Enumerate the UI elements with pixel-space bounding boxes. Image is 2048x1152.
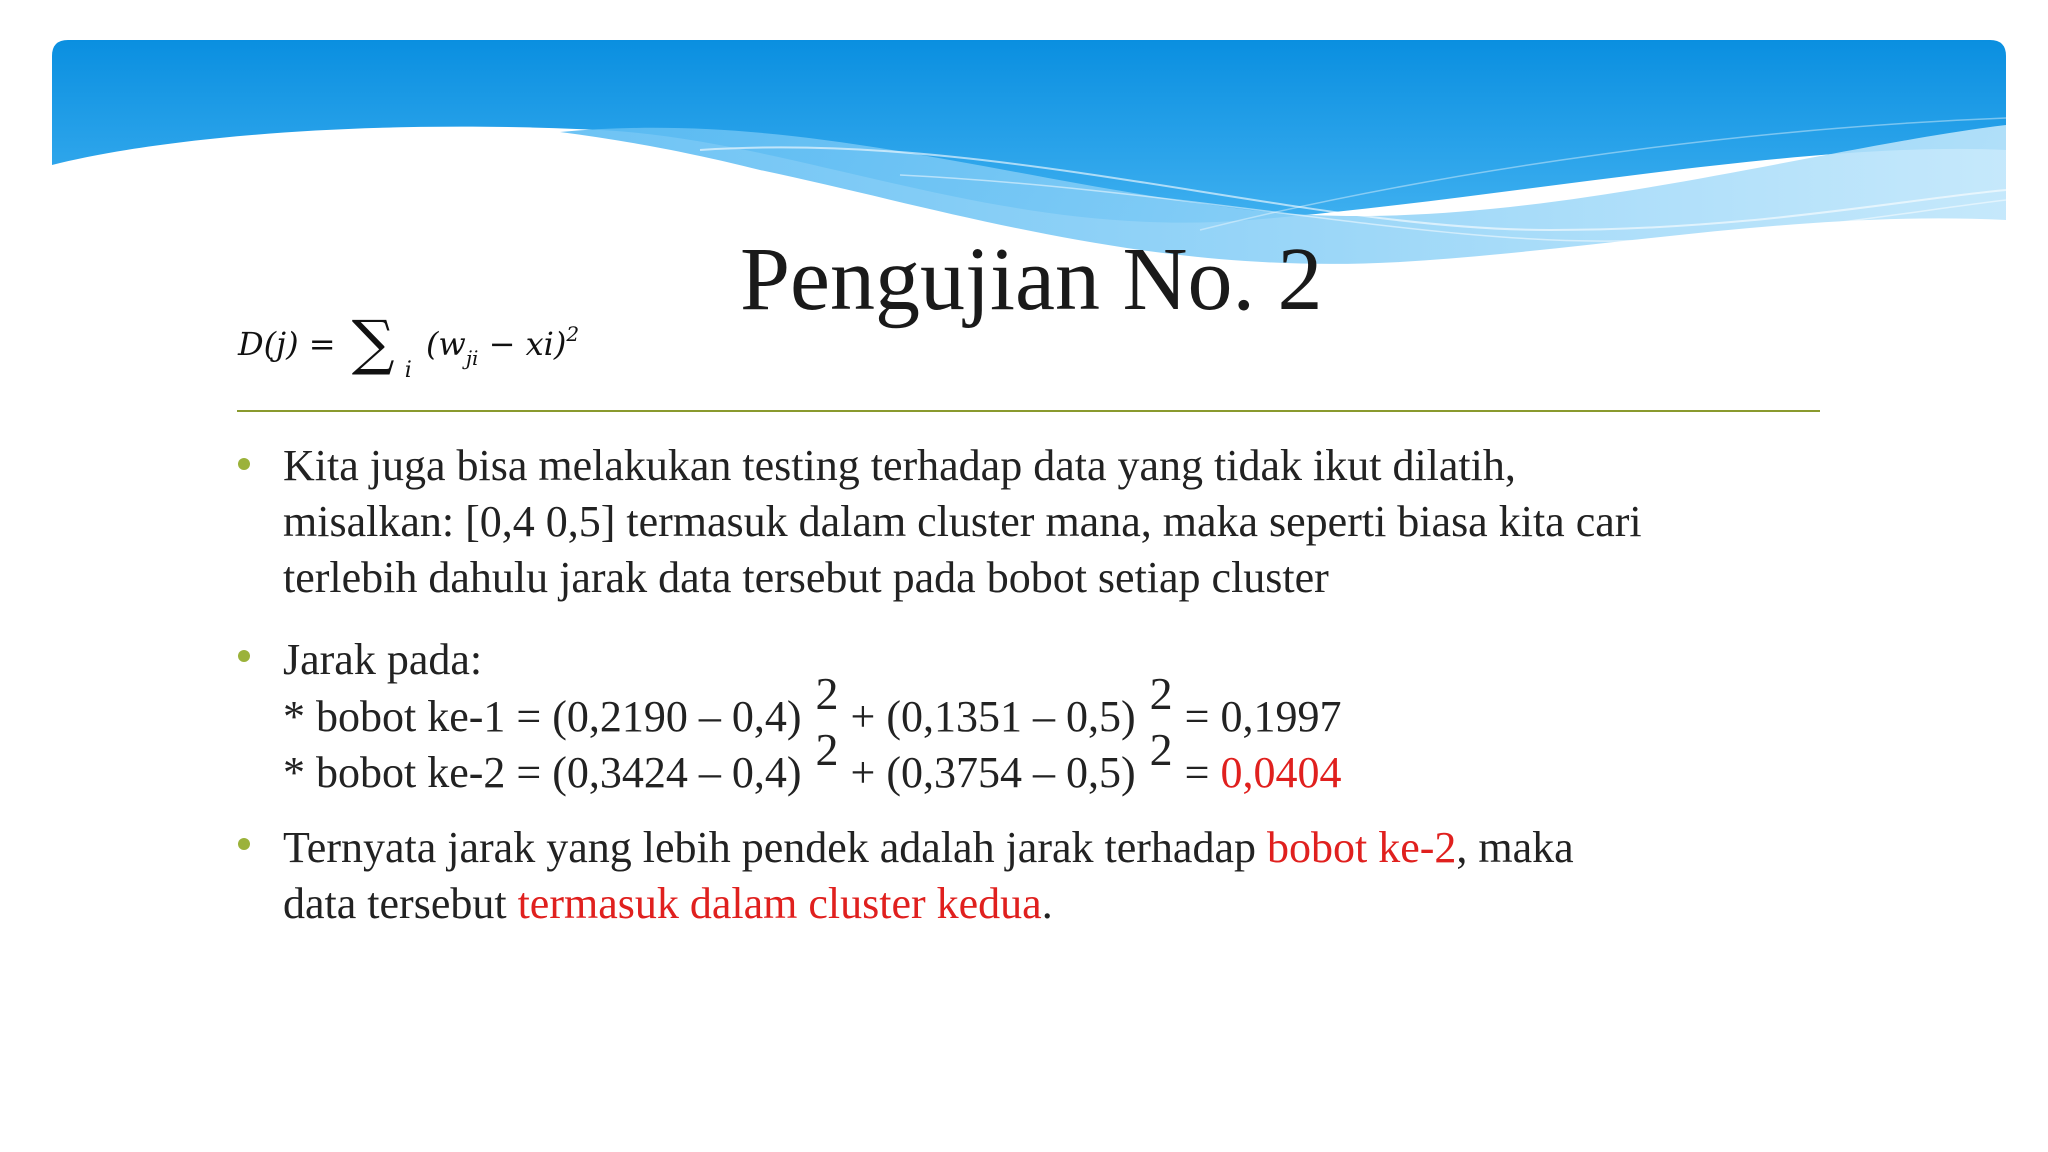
- formula-body-open: (w: [425, 325, 466, 363]
- distance-row-2-result: 0,0404: [1220, 748, 1342, 797]
- distance-row-2-eq: =: [1184, 748, 1221, 797]
- sum-index: i: [404, 358, 412, 383]
- square-exponent: 2: [1149, 724, 1173, 775]
- bullet-3-text: Ternyata jarak yang lebih pendek adalah jarak terhadap: [283, 823, 1267, 872]
- bullet-1-line-1: Kita juga bisa melakukan testing terhadap data yang tidak ikut dilatih,: [283, 441, 1516, 490]
- square-exponent: 2: [1149, 668, 1173, 719]
- square-exponent: 2: [815, 668, 839, 719]
- formula-body-rest: − xi): [478, 325, 567, 363]
- bullet-dot: [238, 838, 250, 850]
- highlight-cluster-kedua: termasuk dalam cluster kedua: [517, 879, 1042, 928]
- bullet-3-text: data tersebut: [283, 879, 518, 928]
- bullet-2-heading: Jarak pada:: [283, 635, 483, 684]
- bullet-3-text: , maka: [1456, 823, 1574, 872]
- slide-title: Pengujian No. 2: [740, 230, 1323, 329]
- formula-lhs: D(j) =: [238, 325, 336, 363]
- distance-row-2-left: * bobot ke-2 = (0,3424 – 0,4): [283, 748, 802, 797]
- bullet-1-line-2: misalkan: [0,4 0,5] termasuk dalam cluster mana, maka seperti biasa kita cari: [283, 497, 1642, 546]
- bullet-3-line-1: [283, 820, 1843, 876]
- formula-weight-subscript: ji: [465, 346, 479, 370]
- title-divider: [237, 410, 1820, 412]
- distance-row-1-mid: + (0,1351 – 0,5): [850, 692, 1136, 741]
- distance-row-1: [283, 668, 1843, 745]
- distance-row-1-eq: =: [1184, 692, 1221, 741]
- formula-power: 2: [566, 322, 580, 346]
- bullet-dot: [238, 650, 250, 662]
- distance-row-2-mid: + (0,3754 – 0,5): [850, 748, 1136, 797]
- bullet-3-line-2: [283, 876, 1843, 932]
- distance-formula: [238, 308, 580, 383]
- square-exponent: 2: [815, 724, 839, 775]
- bullet-1-line-3: terlebih dahulu jarak data tersebut pada bobot setiap cluster: [283, 553, 1329, 602]
- bullet-dot: [238, 458, 250, 470]
- distance-row-1-result: 0,1997: [1220, 692, 1342, 741]
- highlight-bobot-ke-2: bobot ke-2: [1266, 823, 1457, 872]
- distance-row-1-left: * bobot ke-1 = (0,2190 – 0,4): [283, 692, 802, 741]
- distance-row-2: [283, 724, 1843, 801]
- bullet-3-text: .: [1041, 879, 1053, 928]
- sum-symbol: ∑: [351, 308, 395, 378]
